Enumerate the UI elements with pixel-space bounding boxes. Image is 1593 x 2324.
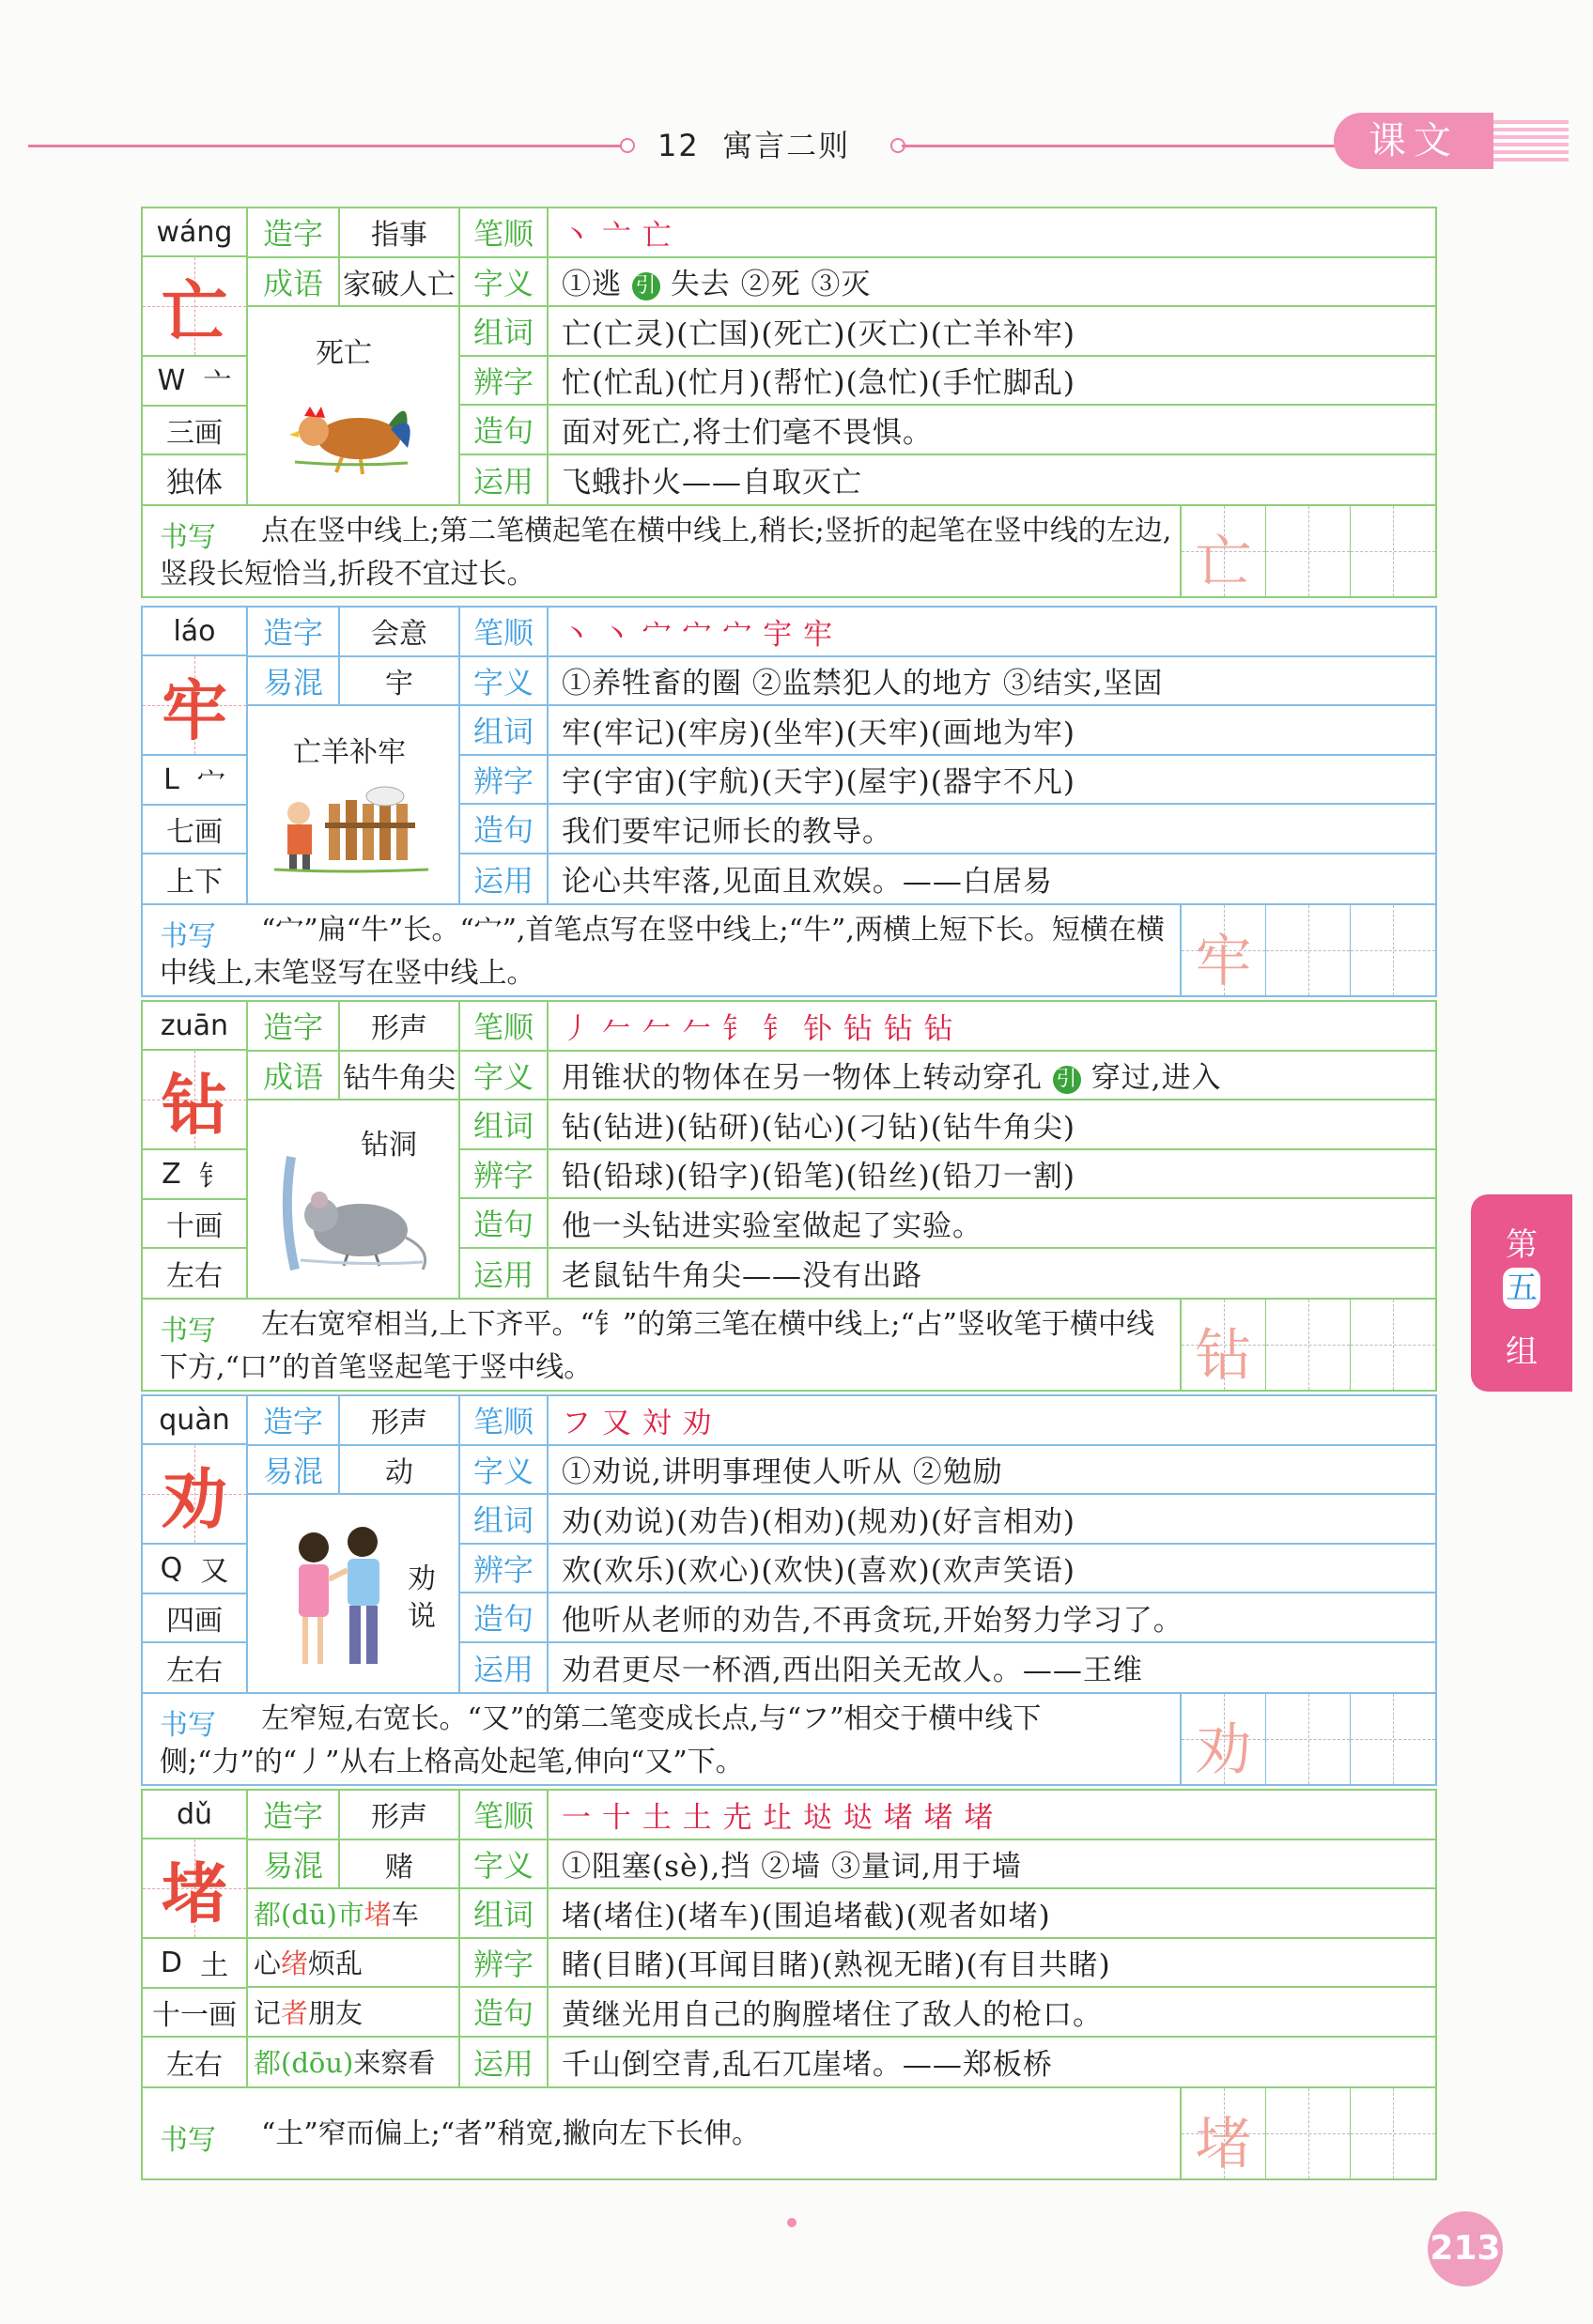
- writing-tips: 左右宽窄相当,上下齐平。“钅”的第三笔在横中线上;“占”竖收笔于横中线下方,“口”的首笔竖起笔于竖中线。: [160, 1308, 1154, 1384]
- char-info-column: [143, 1791, 248, 2086]
- label-bianzi: 辨字: [460, 1939, 549, 1987]
- label-yunyong: 运用: [460, 1643, 549, 1693]
- label-zaoju: 造句: [460, 1593, 549, 1641]
- char-entry-wang: [141, 207, 1437, 598]
- lesson-title: 12 寓言二则: [657, 128, 851, 163]
- lesson-type-badge: 课文: [1334, 113, 1493, 169]
- practice-cell: [1266, 1694, 1351, 1784]
- label-yunyong: 运用: [460, 1249, 549, 1299]
- children-picture: [286, 1523, 398, 1683]
- middle-column: [248, 1002, 460, 1298]
- structure: 上下: [166, 866, 223, 900]
- example-sentence: 他一头钻进实验室做起了实验。: [562, 1208, 982, 1243]
- label-yunyong: 运用: [460, 854, 549, 904]
- big-character: 堵: [143, 1839, 246, 1939]
- char-entry-zuan: [141, 1000, 1437, 1392]
- letter-radical: Q 又: [143, 1545, 246, 1594]
- practice-cell: [1351, 905, 1435, 995]
- page-header: [0, 0, 1593, 188]
- structure: 左右: [166, 1655, 223, 1688]
- zaozi-value: 指事: [371, 219, 427, 253]
- label-zaozi: 造字: [248, 608, 340, 655]
- header-dot: [620, 138, 635, 153]
- illustration-caption: 钻洞: [361, 1129, 417, 1162]
- label-yihun: 易混: [248, 1840, 340, 1888]
- stroke-count: 七画: [143, 806, 246, 855]
- stroke-count: 十一画: [143, 1989, 246, 2039]
- writing-tips: 左窄短,右宽长。“又”的第二笔变成长点,与“フ”相交于横中线下侧;“力”的“丿”从右上格高处起笔,伸向“又”下。: [160, 1702, 1042, 1778]
- practice-cell: 亡: [1182, 506, 1266, 596]
- meaning: ①阻塞(sè),挡 ②墙 ③量词,用于墙: [562, 1850, 1022, 1885]
- illustration: [248, 706, 458, 903]
- word-groups: 牢(牢记)(牢房)(坐牢)(天牢)(画地为牢): [562, 716, 1075, 750]
- usage: 论心共牢落,见面且欢娱。——白居易: [562, 865, 1053, 900]
- mouse-picture: [282, 1147, 432, 1279]
- zaozi-value: 形声: [371, 1801, 427, 1835]
- usage: 千山倒空青,乱石兀崖堵。——郑板桥: [562, 2048, 1053, 2083]
- example-sentence: 他听从老师的劝告,不再贪玩,开始努力学习了。: [562, 1603, 1183, 1638]
- detail-column: [460, 1396, 1435, 1692]
- practice-grid: [1180, 905, 1435, 995]
- letter-radical: Z 钅: [143, 1150, 246, 1200]
- word-groups: 劝(劝说)(劝告)(相劝)(规劝)(好言相劝): [562, 1504, 1075, 1539]
- label-zaoju: 造句: [460, 1988, 549, 2036]
- label-bianzi: 辨字: [460, 357, 549, 405]
- label-yunyong: 运用: [460, 455, 549, 505]
- label-zuci: 组词: [460, 706, 549, 754]
- label-zaoju: 造句: [460, 406, 549, 454]
- writing-guide: [143, 903, 1435, 995]
- header-rule-left: [28, 145, 629, 147]
- practice-grid: [1180, 1694, 1435, 1784]
- stroke-count: 十画: [143, 1200, 246, 1250]
- middle-column: [248, 1791, 460, 2086]
- label-zaozi: 造字: [248, 1002, 340, 1050]
- practice-cell: [1351, 506, 1435, 596]
- middle-column: [248, 208, 460, 504]
- practice-cell: [1351, 1300, 1435, 1390]
- practice-cell: [1266, 1300, 1351, 1390]
- label-shuxie: 书写: [160, 1709, 216, 1742]
- char-info-column: [143, 208, 248, 504]
- writing-tips: 点在竖中线上;第二笔横起笔在横中线上,稍长;竖折的起笔在竖中线的左边,竖段长短恰当,折段不宜过长。: [160, 515, 1172, 591]
- distinguish-chars: 欢(欢乐)(欢心)(欢快)(喜欢)(欢声笑语): [562, 1554, 1075, 1589]
- illustration: [248, 1495, 458, 1692]
- page-number: 213: [1428, 2211, 1503, 2286]
- word-groups: 亡(亡灵)(亡国)(死亡)(灭亡)(亡羊补牢): [562, 316, 1075, 351]
- pinyin: dǔ: [143, 1791, 246, 1839]
- practice-cell: [1266, 506, 1351, 596]
- letter-radical: L 宀: [143, 756, 246, 806]
- label-ziyi: 字义: [460, 1052, 549, 1100]
- structure: 左右: [166, 1260, 223, 1294]
- label-shuxie: 书写: [160, 2124, 216, 2157]
- example-sentence: 我们要牢记师长的教导。: [562, 814, 892, 849]
- practice-cell: [1351, 1694, 1435, 1784]
- label-ziyi: 字义: [460, 1446, 549, 1494]
- detail-column: [460, 608, 1435, 903]
- detail-column: [460, 1002, 1435, 1298]
- label-zaozi: 造字: [248, 208, 340, 256]
- unit-side-tab: [1471, 1194, 1572, 1392]
- label-chengyu: 成语: [248, 258, 340, 306]
- yihun-value: 动: [385, 1455, 413, 1489]
- pinyin: quàn: [143, 1396, 246, 1445]
- zaozi-value: 形声: [371, 1012, 427, 1046]
- side-tab-unit: 五: [1503, 1268, 1540, 1309]
- word-groups: 钻(钻进)(钻研)(钻心)(刁钻)(钻牛角尖): [562, 1110, 1075, 1145]
- distinguish-chars: 忙(忙乱)(忙月)(帮忙)(急忙)(手忙脚乱): [562, 366, 1075, 401]
- writing-guide: [143, 504, 1435, 596]
- detail-column: [460, 208, 1435, 504]
- illustration-caption: 劝说: [408, 1562, 436, 1633]
- similar-word: 记 者 朋友: [248, 1988, 458, 2038]
- writing-tips: “土”窄而偏上;“者”稍宽,撇向左下长伸。: [261, 2117, 760, 2150]
- zaozi-value: 会意: [371, 618, 427, 652]
- footer-dot: [787, 2218, 796, 2227]
- header-rule-right: [902, 145, 1362, 147]
- distinguish-chars: 睹(目睹)(耳闻目睹)(熟视无睹)(有目共睹): [562, 1948, 1111, 1983]
- label-bishun: 笔顺: [460, 1396, 549, 1444]
- practice-cell: [1351, 2088, 1435, 2178]
- char-entry-lao: [141, 606, 1437, 997]
- char-info-column: [143, 1002, 248, 1298]
- label-zuci: 组词: [460, 1495, 549, 1543]
- label-bianzi: 辨字: [460, 1150, 549, 1198]
- writing-tips: “宀”扁“牛”长。“宀”,首笔点写在竖中线上;“牛”,两横上短下长。短横在横中线上,末笔竖写在竖中线上。: [160, 914, 1165, 990]
- letter-radical: D 土: [143, 1939, 246, 1989]
- label-bishun: 笔顺: [460, 1002, 549, 1050]
- practice-grid: [1180, 506, 1435, 596]
- label-zuci: 组词: [460, 307, 549, 355]
- structure: 独体: [166, 467, 223, 500]
- label-zaoju: 造句: [460, 1199, 549, 1247]
- practice-grid: [1180, 1300, 1435, 1390]
- meaning: 用锥状的物体在另一物体上转动穿孔 引 穿过,进入: [562, 1061, 1222, 1096]
- big-character: 亡: [143, 257, 246, 357]
- distinguish-chars: 铅(铅球)(铅字)(铅笔)(铅丝)(铅刀一割): [562, 1160, 1075, 1194]
- label-yihun: 易混: [248, 1446, 340, 1494]
- meaning: ①逃 引 失去 ②死 ③灭: [562, 268, 872, 302]
- pinyin: wáng: [143, 208, 246, 257]
- similar-word: 都(dōu) 来 察看: [254, 2047, 436, 2080]
- label-zaoju: 造句: [460, 805, 549, 853]
- illustration-caption: 死亡: [316, 337, 372, 370]
- char-info-column: [143, 608, 248, 903]
- writing-guide: [143, 2086, 1435, 2178]
- side-tab-label: 组: [1506, 1333, 1538, 1371]
- stroke-order: 一 十 土 土 圥 圵 垯 垯 堵 堵 堵: [562, 1800, 995, 1835]
- pinyin: láo: [143, 608, 246, 656]
- label-zaozi: 造字: [248, 1396, 340, 1444]
- similar-word: 心 绪 烦乱: [248, 1939, 458, 1989]
- writing-guide: [143, 1692, 1435, 1784]
- char-entry-du: [141, 1789, 1437, 2180]
- label-zuci: 组词: [460, 1100, 549, 1148]
- chengyu-value: 钻牛角尖: [343, 1061, 456, 1095]
- detail-column: [460, 1791, 1435, 2086]
- yihun-value: 赌: [385, 1850, 413, 1884]
- label-zaozi: 造字: [248, 1791, 340, 1839]
- char-entry-quan: [141, 1394, 1437, 1786]
- label-bianzi: 辨字: [460, 756, 549, 804]
- letter-radical: W 亠: [143, 357, 246, 407]
- label-yihun: 易混: [248, 657, 340, 705]
- writing-guide: [143, 1298, 1435, 1390]
- rooster-picture: [286, 373, 417, 476]
- label-bishun: 笔顺: [460, 608, 549, 655]
- usage: 劝君更尽一杯酒,西出阳关无故人。——王维: [562, 1654, 1143, 1688]
- label-zuci: 组词: [460, 1889, 549, 1937]
- label-chengyu: 成语: [248, 1052, 340, 1100]
- label-ziyi: 字义: [460, 657, 549, 705]
- stroke-order: フ 又 対 劝: [562, 1406, 713, 1440]
- extended-meaning-icon: 引: [632, 272, 660, 300]
- meaning: ①劝说,讲明事理使人听从 ②勉励: [562, 1455, 1003, 1490]
- distinguish-chars: 宇(宇宙)(宇航)(天宇)(屋宇)(器宇不凡): [562, 765, 1075, 800]
- label-ziyi: 字义: [460, 1840, 549, 1888]
- stroke-order: 丶 亠 亡: [562, 218, 673, 253]
- practice-cell: 牢: [1182, 905, 1266, 995]
- practice-cell: 劝: [1182, 1694, 1266, 1784]
- practice-grid: [1180, 2088, 1435, 2178]
- label-ziyi: 字义: [460, 258, 549, 306]
- stroke-count: 四画: [143, 1594, 246, 1644]
- fence-picture: [272, 776, 432, 879]
- header-stripes: [1493, 120, 1569, 163]
- meaning: ①养牲畜的圈 ②监禁犯人的地方 ③结实,坚固: [562, 667, 1164, 701]
- practice-cell: [1266, 2088, 1351, 2178]
- illustration: [248, 1100, 458, 1298]
- label-shuxie: 书写: [160, 920, 216, 953]
- label-shuxie: 书写: [160, 1315, 216, 1347]
- middle-column: [248, 1396, 460, 1692]
- stroke-count: 三画: [143, 407, 246, 456]
- illustration-caption: 亡羊补牢: [293, 736, 406, 769]
- big-character: 牢: [143, 656, 246, 756]
- practice-cell: 堵: [1182, 2088, 1266, 2178]
- practice-cell: 钻: [1182, 1300, 1266, 1390]
- similar-word: 都(dū)市 堵 车: [248, 1889, 458, 1939]
- label-bishun: 笔顺: [460, 208, 549, 256]
- practice-cell: [1266, 905, 1351, 995]
- side-tab-label: 第: [1506, 1226, 1538, 1264]
- usage: 老鼠钻牛角尖——没有出路: [562, 1259, 922, 1294]
- chengyu-value: 家破人亡: [343, 268, 456, 301]
- label-yunyong: 运用: [460, 2038, 549, 2087]
- big-character: 劝: [143, 1445, 246, 1545]
- example-sentence: 黄继光用自己的胸膛堵住了敌人的枪口。: [562, 1997, 1103, 2032]
- big-character: 钻: [143, 1051, 246, 1150]
- zaozi-value: 形声: [371, 1407, 427, 1440]
- label-shuxie: 书写: [160, 521, 216, 554]
- label-bishun: 笔顺: [460, 1791, 549, 1839]
- word-groups: 堵(堵住)(堵车)(围追堵截)(观者如堵): [562, 1899, 1051, 1933]
- yihun-value: 宇: [385, 667, 413, 700]
- middle-column: [248, 608, 460, 903]
- example-sentence: 面对死亡,将士们毫不畏惧。: [562, 415, 933, 450]
- structure: 左右: [166, 2049, 223, 2083]
- pinyin: zuān: [143, 1002, 246, 1051]
- label-bianzi: 辨字: [460, 1545, 549, 1593]
- extended-meaning-icon: 引: [1053, 1066, 1081, 1094]
- char-info-column: [143, 1396, 248, 1692]
- similar-words-list: [248, 1889, 458, 2086]
- stroke-order: 丿 𠂉 𠂉 𠂉 钅 钅 钋 钻 钻 钻: [562, 1011, 954, 1046]
- stroke-order: 丶 丶 宀 宀 宀 宇 牢: [562, 617, 834, 652]
- usage: 飞蛾扑火——自取灭亡: [562, 466, 862, 500]
- illustration: [248, 307, 458, 504]
